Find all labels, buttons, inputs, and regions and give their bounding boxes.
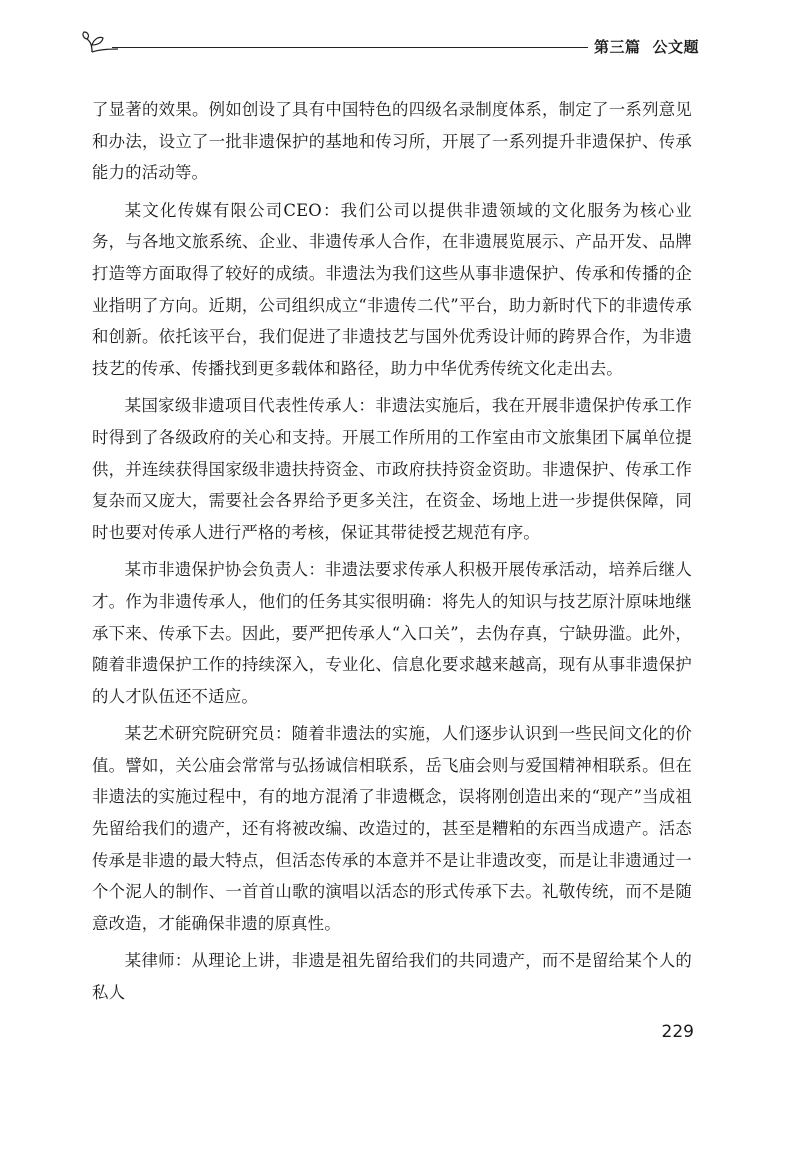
paragraph-media-company-ceo: 某文化传媒有限公司CEO：我们公司以提供非遗领域的文化服务为核心业务，与各地文旅系统、企业、非遗传承人合作，在非遗展览展示、产品开发、品牌打造等方面取得了较好的成绩。非遗法为我们这些从事非遗保护、传承和传播的企业指明了方向。近期，公司组织成立“非遗传二代”平台，助力新时代下的非遗传承和创新。依托该平台，我们促进了非遗技艺与国外优秀设计师的跨界合作，为非遗技艺的传承、传播找到更多载体和路径，助力中华优秀传统文化走出去。 [92, 200, 692, 378]
paragraph-art-researcher: 某艺术研究院研究员：随着非遗法的实施，人们逐步认识到一些民间文化的价值。譬如，关公庙会常常与弘扬诚信相联系，岳飞庙会则与爱国精神相联系。但在非遗法的实施过程中，有的地方混淆了非遗概念，误将刚创造出来的“现产”当成祖先留给我们的遗产，还有将被改编、改造过的，甚至是糟粕的东西当成遗产。活态传承是非遗的最大特点，但活态传承的本意并不是让非遗改变，而是让非遗通过一个个泥人的制作、一首首山歌的演唱以活态的形式传承下去。礼敬传统，而不是随意改造，才能确保非遗的原真性。 [92, 724, 692, 933]
section-title [594, 36, 699, 57]
header-rule [112, 47, 588, 48]
paragraph-protection-association: 某市非遗保护协会负责人：非遗法要求传承人积极开展传承活动，培养后继人才。作为非遗传承人，他们的任务其实很明确：将先人的知识与技艺原汁原味地继承下来、传承下去。因此，要严把传承人“入口关”，去伪存真，宁缺毋滥。此外，随着非遗保护工作的持续深入，专业化、信息化要求越来越高，现有从事非遗保护的人才队伍还不适应。 [92, 560, 692, 706]
paragraph-lawyer: 某律师：从理论上讲，非遗是祖先留给我们的共同遗产，而不是留给某个人的私人 [92, 951, 692, 1003]
chapter-title: 公文题 [652, 38, 700, 56]
page-number: 229 [661, 1022, 694, 1042]
paragraph-continuation: 了显著的效果。例如创设了具有中国特色的四级名录制度体系，制定了一系列意见和办法，设立了一批非遗保护的基地和传习所，开展了一系列提升非遗保护、传承能力的活动等。 [92, 100, 692, 183]
sprout-ornament-icon [82, 30, 118, 56]
paragraph-national-inheritor: 某国家级非遗项目代表性传承人：非遗法实施后，我在开展非遗保护传承工作时得到了各级政府的关心和支持。开展工作所用的工作室由市文旅集团下属单位提供，并连续获得国家级非遗扶持资金、市政府扶持资金资助。非遗保护、传承工作复杂而又庞大，需要社会各界给予更多关注，在资金、场地上进一步提供保障，同时也要对传承人进行严格的考核，保证其带徒授艺规范有序。 [92, 396, 692, 542]
page-header [82, 28, 700, 60]
body-text [92, 94, 692, 1015]
part-label: 第三篇 [594, 38, 641, 56]
